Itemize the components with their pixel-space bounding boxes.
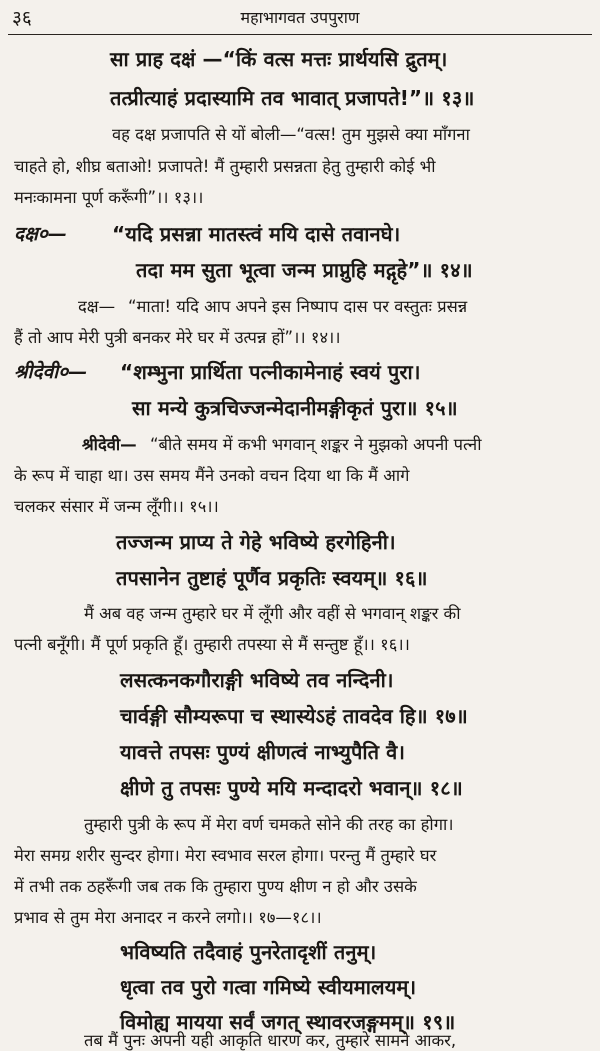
translation-15-line-3: चलकर संसार में जन्म लूँगी।। १५।। (14, 497, 219, 516)
verse-15-line-1: “शम्भुना प्रार्थिता पत्नीकामेनाहं स्वयं पुरा। (120, 360, 421, 384)
translation-13-line-1: वह दक्ष प्रजापति से यों बोली—“वत्स! तुम मुझसे क्या माँगना (112, 125, 470, 144)
verse-17-line-2: चार्वङ्गी सौम्यरूपा च स्थास्येऽहं तावदेव हि॥ १७॥ (120, 704, 468, 728)
translation-13-line-3: मनःकामना पूर्ण करूँगी”।। १३।। (14, 188, 204, 207)
verse-19-line-2: धृत्वा तव पुरो गत्वा गमिष्ये स्वीयमालयम्। (120, 975, 417, 999)
translation-19-line-1: तब मैं पुनः अपनी यही आकृति धारण कर, तुम्हारे सामने आकर, (84, 1031, 457, 1050)
verse-16-line-1: तज्जन्म प्राप्य ते गेहे भविष्ये हरगेहिनी। (116, 530, 396, 554)
verse-18-line-1: यावत्ते तपसः पुण्यं क्षीणत्वं नाभ्युपैति वै। (120, 740, 406, 764)
translation-15-line-2: के रूप में चाहा था। उस समय मैंने उनको वचन दिया था कि मैं आगे (14, 466, 410, 485)
page-number: ३६ (12, 7, 32, 29)
verse-18-line-2: क्षीणे तु तपसः पुण्ये मयि मन्दादरो भवान्॥ १८॥ (120, 776, 463, 800)
verse-19-line-3: विमोह्य मायया सर्वं जगत् स्थावरजङ्गमम्॥ १९॥ (120, 1010, 456, 1034)
translation-16-line-1: मैं अब वह जन्म तुम्हारे घर में लूँगी और वहीं से भगवान् शङ्कर की (84, 604, 461, 623)
translation-17-18-line-2: मेरा समग्र शरीर सुन्दर होगा। मेरा स्वभाव सरल होगा। परन्तु मैं तुम्हारे घर (14, 846, 437, 865)
verse-13-line-1: सा प्राह दक्षं —“किं वत्स मत्तः प्रार्थयसि द्रुतम्। (110, 47, 448, 71)
verse-13-line-2: तत्प्रीत्याहं प्रदास्यामि तव भावात् प्रजापते!”॥ १३॥ (110, 86, 475, 110)
speaker-daksha-prose: दक्ष— (78, 297, 116, 316)
verse-16-line-2: तपसानेन तुष्टाहं पूर्णैव प्रकृतिः स्वयम्॥ १६॥ (116, 566, 428, 590)
verse-17-line-1: लसत्कनकगौराङ्गी भविष्ये तव नन्दिनी। (120, 668, 394, 692)
translation-16-line-2: पत्नी बनूँगी। मैं पूर्ण प्रकृति हूँ। तुम्हारी तपस्या से मैं सन्तुष्ट हूँ।। १६।। (14, 635, 410, 654)
translation-14-line-2: हैं तो आप मेरी पुत्री बनकर मेरे घर में उत्पन्न हों”।। १४।। (14, 328, 341, 347)
verse-14-line-1: “यदि प्रसन्ना मातस्त्वं मयि दासे तवानघे। (112, 222, 401, 246)
translation-17-18-line-4: प्रभाव से तुम मेरा अनादर न करने लगो।। १७—१८।। (14, 908, 322, 927)
translation-17-18-line-1: तुम्हारी पुत्री के रूप में मेरा वर्ण चमकते सोने की तरह का होगा। (84, 815, 454, 834)
verse-19-line-1: भविष्यति तदैवाहं पुनरेतादृशीं तनुम्। (120, 940, 377, 964)
translation-14-line-1: “माता! यदि आप अपने इस निष्पाप दास पर वस्तुतः प्रसन्न (128, 297, 468, 316)
running-title: महाभागवत उपपुराण (240, 8, 360, 27)
translation-15-line-1: “बीते समय में कभी भगवान् शङ्कर ने मुझको अपनी पत्नी (150, 435, 482, 454)
verse-15-line-2: सा मन्ये कुत्रचिज्जन्मेदानीमङ्गीकृतं पुरा॥ १५॥ (132, 396, 458, 420)
header-rule (8, 34, 592, 35)
translation-13-line-2: चाहते हो, शीघ्र बताओ! प्रजापते! मैं तुम्हारी प्रसन्नता हेतु तुम्हारी कोई भी (14, 157, 436, 176)
speaker-shridevi-prose: श्रीदेवी— (82, 435, 137, 454)
speaker-daksha: दक्ष०— (14, 223, 67, 245)
translation-17-18-line-3: में तभी तक ठहरूँगी जब तक कि तुम्हारा पुण्य क्षीण न हो और उसके (14, 877, 417, 896)
speaker-shridevi: श्रीदेवी०— (14, 361, 88, 383)
verse-14-line-2: तदा मम सुता भूत्वा जन्म प्राप्नुहि मद्गृहे”॥ १४॥ (136, 258, 473, 282)
page-header (0, 4, 600, 34)
